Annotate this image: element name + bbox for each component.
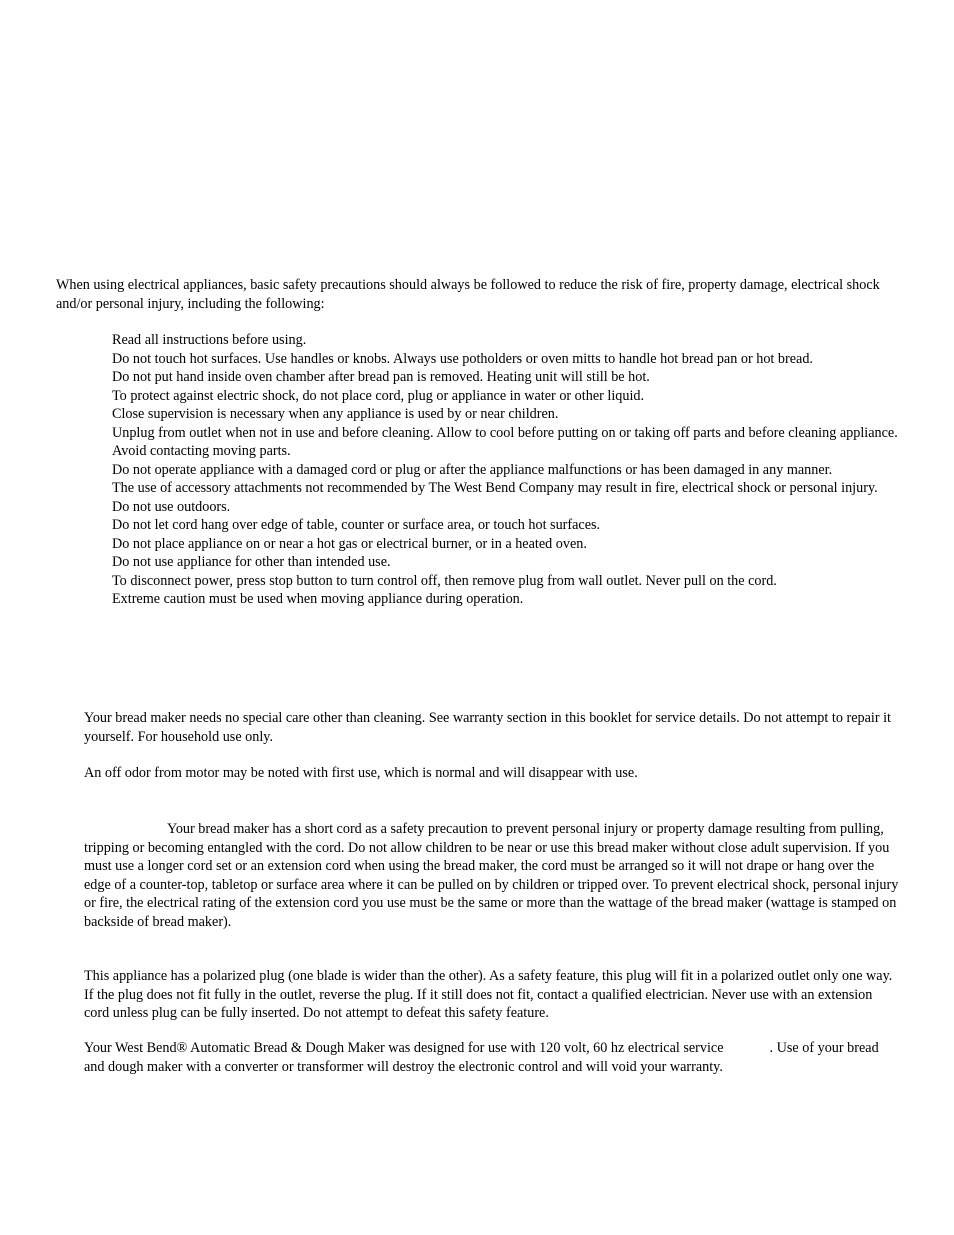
list-item: To protect against electric shock, do not place cord, plug or appliance in water or other liquid. — [112, 387, 645, 404]
voltage-text-part1: Your West Bend® Automatic Bread & Dough Maker was designed for use with 120 volt, 60 hz electrical service — [84, 1040, 724, 1056]
list-item: Do not touch hot surfaces. Use handles or knobs. Always use potholders or oven mitts to handle hot bread pan or hot bread. — [112, 350, 813, 367]
list-item: Do not put hand inside oven chamber after bread pan is removed. Heating unit will still be hot. — [112, 369, 650, 385]
odor-paragraph: An off odor from motor may be noted with first use, which is normal and will disappear with use. — [84, 765, 638, 781]
voltage-paragraph — [84, 1039, 900, 1076]
list-item: The use of accessory attachments not recommended by The West Bend Company may result in fire, electrical shock or personal injury. — [112, 480, 878, 496]
care-paragraph: Your bread maker needs no special care other than cleaning. See warranty section in this booklet for service details. Do not attempt to repair it yourself. For household use only. — [84, 710, 891, 745]
list-item: Read all instructions before using. — [112, 332, 307, 348]
list-item: Do not use outdoors. — [112, 498, 231, 515]
list-item: Do not operate appliance with a damaged cord or plug or after the appliance malfunctions or has been damaged in any manner. — [112, 461, 833, 478]
intro-paragraph: When using electrical appliances, basic safety precautions should always be followed to reduce the risk of fire, property damage, electrical shock and/or personal injury, including the following: — [56, 277, 880, 312]
list-item: Do not place appliance on or near a hot gas or electrical burner, or in a heated oven. — [112, 535, 587, 552]
voltage-text-part2: . Use of your bread and dough maker with a converter or transformer will destroy the electronic control and will void your warranty. — [84, 1040, 879, 1075]
safety-list — [112, 331, 902, 609]
list-item: Extreme caution must be used when moving appliance during operation. — [112, 591, 524, 607]
list-item: To disconnect power, press stop button to turn control off, then remove plug from wall outlet. Never pull on the cord. — [112, 572, 777, 589]
list-item: Avoid contacting moving parts. — [112, 443, 291, 459]
list-item: Close supervision is necessary when any appliance is used by or near children. — [112, 406, 559, 422]
list-item: Do not use appliance for other than intended use. — [112, 554, 391, 570]
plug-paragraph: This appliance has a polarized plug (one blade is wider than the other). As a safety feature, this plug will fit in a polarized outlet only one way. If the plug does not fit fully in the outlet, reverse the plug. If it still does not fit, contact a qualified electrician. Never use with an extension cord unless plug can be fully inserted. Do not attempt to defeat this safety feature. — [84, 968, 893, 1021]
list-item: Unplug from outlet when not in use and before cleaning. Allow to cool before putting on or taking off parts and before cleaning appliance. — [112, 424, 898, 441]
list-item: Do not let cord hang over edge of table, counter or surface area, or touch hot surfaces. — [112, 517, 601, 533]
cord-paragraph: Your bread maker has a short cord as a safety precaution to prevent personal injury or property damage resulting from pulling, tripping or becoming entangled with the cord. Do not allow children to be near or use this bread maker without close adult supervision. If you must use a longer cord set or an extension cord when using the bread maker, the cord must be arranged so it will not drape or hang over the edge of a counter-top, tabletop or surface area where it can be pulled on by children or tripped over. To prevent electrical shock, personal injury or fire, the electrical rating of the extension cord you use must be the same or more than the wattage of the bread maker (wattage is stamped on backside of bread maker). — [84, 821, 899, 930]
